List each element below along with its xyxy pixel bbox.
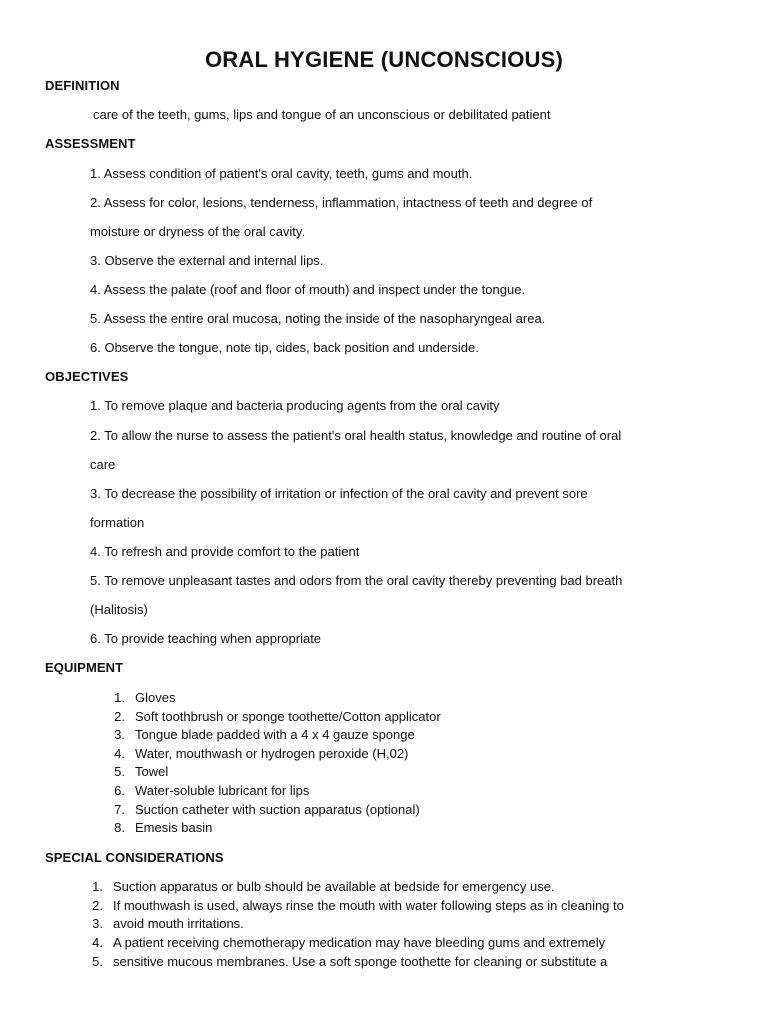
assessment-line: 4. Assess the palate (roof and floor of mouth) and inspect under the tongue.: [90, 282, 526, 297]
list-number: 6.: [114, 783, 125, 798]
list-text: avoid mouth irritations.: [113, 916, 244, 931]
objectives-line: 3. To decrease the possibility of irritation or infection of the oral cavity and prevent sore: [90, 486, 588, 501]
equipment-item: [114, 820, 213, 835]
list-text: Water, mouthwash or hydrogen peroxide (H,02): [135, 746, 409, 761]
definition-heading: DEFINITION: [45, 78, 120, 93]
list-text: Suction apparatus or bulb should be available at bedside for emergency use.: [113, 879, 555, 894]
assessment-line: 6. Observe the tongue, note tip, cides, back position and underside.: [90, 340, 479, 355]
objectives-line: 4. To refresh and provide comfort to the patient: [90, 544, 360, 559]
equipment-item: [114, 690, 176, 705]
list-number: 8.: [114, 820, 125, 835]
special-considerations-heading: SPECIAL CONSIDERATIONS: [45, 850, 224, 865]
consideration-item: [92, 898, 624, 913]
consideration-item: [92, 935, 606, 950]
list-number: 3.: [92, 916, 103, 931]
equipment-item: [114, 709, 441, 724]
list-number: 1.: [92, 879, 103, 894]
list-number: 4.: [92, 935, 103, 950]
list-number: 2.: [114, 709, 125, 724]
list-number: 5.: [114, 764, 125, 779]
objectives-line: formation: [90, 515, 145, 530]
assessment-line: 5. Assess the entire oral mucosa, noting the inside of the nasopharyngeal area.: [90, 311, 546, 326]
equipment-item: [114, 746, 409, 761]
list-number: 7.: [114, 802, 125, 817]
list-text: Tongue blade padded with a 4 x 4 gauze sponge: [135, 727, 415, 742]
consideration-item: [92, 916, 244, 931]
objectives-line: 5. To remove unpleasant tastes and odors from the oral cavity thereby preventing bad breath: [90, 573, 623, 588]
equipment-item: [114, 764, 169, 779]
equipment-item: [114, 783, 310, 798]
assessment-line: 2. Assess for color, lesions, tenderness, inflammation, intactness of teeth and degree of: [90, 195, 593, 210]
equipment-item: [114, 727, 415, 742]
list-text: Water-soluble lubricant for lips: [135, 783, 310, 798]
list-number: 3.: [114, 727, 125, 742]
equipment-item: [114, 802, 420, 817]
assessment-heading: ASSESSMENT: [45, 136, 136, 151]
objectives-heading: OBJECTIVES: [45, 369, 129, 384]
assessment-line: moisture or dryness of the oral cavity.: [90, 224, 306, 239]
definition-text: care of the teeth, gums, lips and tongue of an unconscious or debilitated patient: [93, 107, 551, 122]
objectives-line: 1. To remove plaque and bacteria producing agents from the oral cavity: [90, 398, 500, 413]
list-text: sensitive mucous membranes. Use a soft sponge toothette for cleaning or substitute a: [113, 954, 608, 969]
list-text: Soft toothbrush or sponge toothette/Cotton applicator: [135, 709, 441, 724]
list-number: 4.: [114, 746, 125, 761]
list-number: 2.: [92, 898, 103, 913]
consideration-item: [92, 879, 555, 894]
assessment-line: 3. Observe the external and internal lips.: [90, 253, 324, 268]
list-text: Emesis basin: [135, 820, 213, 835]
list-text: Suction catheter with suction apparatus (optional): [135, 802, 420, 817]
list-number: 1.: [114, 690, 125, 705]
list-text: If mouthwash is used, always rinse the mouth with water following steps as in cleaning to: [113, 898, 624, 913]
assessment-line: 1. Assess condition of patient's oral cavity, teeth, gums and mouth.: [90, 166, 473, 181]
consideration-item: [92, 954, 608, 969]
objectives-line: care: [90, 457, 116, 472]
list-text: Gloves: [135, 690, 176, 705]
objectives-line: 6. To provide teaching when appropriate: [90, 631, 322, 646]
objectives-line: (Halitosis): [90, 602, 148, 617]
document-title: ORAL HYGIENE (UNCONSCIOUS): [204, 47, 564, 72]
objectives-line: 2. To allow the nurse to assess the patient's oral health status, knowledge and routine of oral: [90, 428, 622, 443]
list-number: 5.: [92, 954, 103, 969]
list-text: Towel: [135, 764, 169, 779]
equipment-heading: EQUIPMENT: [45, 660, 124, 675]
list-text: A patient receiving chemotherapy medication may have bleeding gums and extremely: [113, 935, 606, 950]
